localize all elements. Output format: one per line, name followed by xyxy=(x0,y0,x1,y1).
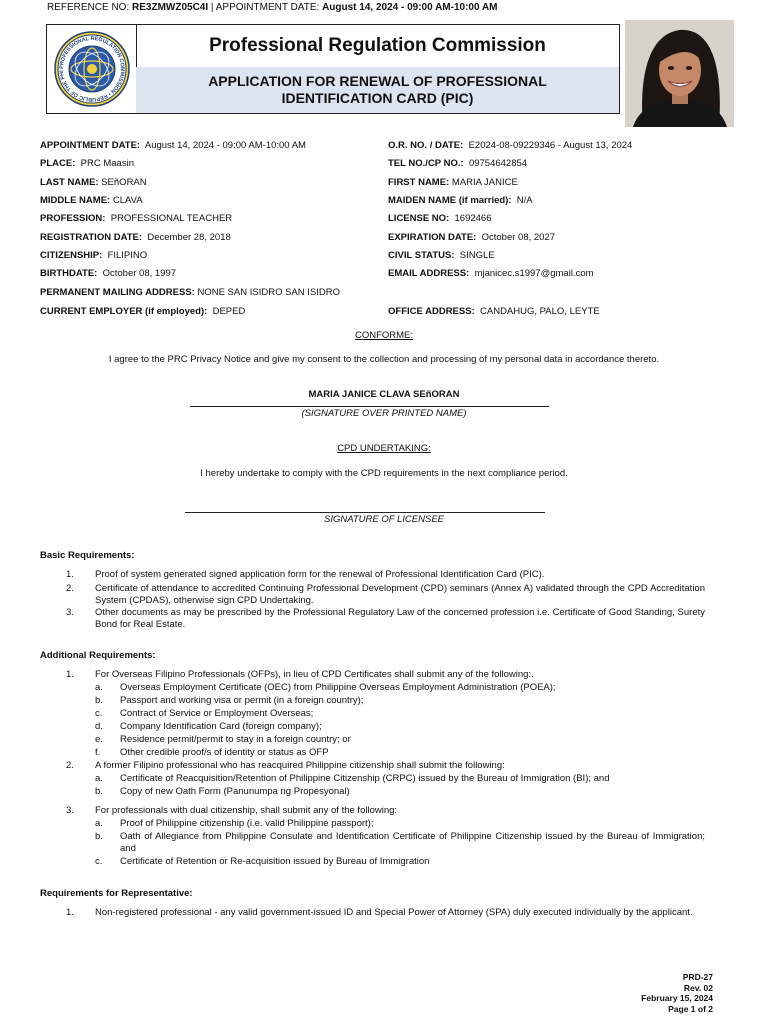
additional-requirements-title: Additional Requirements: xyxy=(40,650,156,661)
additional-1d-letter: d. xyxy=(95,721,103,732)
form-subtitle xyxy=(136,67,619,113)
basic-item-3: Other documents as may be prescribed by the Professional Regulatory Law of the concerned profession i.e. Certificate of Good Standing, Surety Bond for Real Estate. xyxy=(95,607,705,630)
additional-1d: Company Identification Card (foreign company); xyxy=(120,721,322,732)
additional-1c: Contract of Service or Employment Overseas; xyxy=(120,708,314,719)
additional-1f: Other credible proof/s of identity or status as OFP xyxy=(120,747,329,758)
additional-1e-letter: e. xyxy=(95,734,103,745)
field-employer: CURRENT EMPLOYER (if employed): DEPED xyxy=(40,306,246,317)
additional-1a: Overseas Employment Certificate (OEC) from Philippine Overseas Employment Administration (POEA); xyxy=(120,682,556,693)
additional-3a: Proof of Philippine citizenship (i.e. valid Philippine passport); xyxy=(120,818,374,829)
additional-item-1-number: 1. xyxy=(66,669,74,680)
additional-1e: Residence permit/permit to stay in a foreign country; or xyxy=(120,734,351,745)
conforme-signature-line xyxy=(190,406,549,407)
basic-item-2: Certificate of attendance to accredited Continuing Professional Development (CPD) seminars (Annex A) validated through the CPD Accreditation System (CPDAS), otherwise sign CPD Undertaking. xyxy=(95,583,705,606)
additional-item-3-number: 3. xyxy=(66,805,74,816)
conforme-text: I agree to the PRC Privacy Notice and give my consent to the collection and processing of my personal data in accordance thereto. xyxy=(108,354,660,365)
basic-item-2-number: 2. xyxy=(66,583,74,594)
additional-3b-letter: b. xyxy=(95,831,103,842)
additional-3c: Certificate of Retention or Re-acquisition issued by Bureau of Immigration xyxy=(120,856,430,867)
field-tel: TEL NO./CP NO.: 09754642854 xyxy=(388,158,528,169)
field-registration-date: REGISTRATION DATE: December 28, 2018 xyxy=(40,232,231,243)
conforme-signature-caption: (SIGNATURE OVER PRINTED NAME) xyxy=(301,408,467,419)
field-citizenship: CITIZENSHIP: FILIPINO xyxy=(40,250,148,261)
additional-item-3: For professionals with dual citizenship, shall submit any of the following: xyxy=(95,805,398,816)
applicant-photo xyxy=(625,20,734,127)
form-footer xyxy=(641,972,713,1014)
additional-3c-letter: c. xyxy=(95,856,103,867)
field-email: EMAIL ADDRESS: mjanicec.s1997@gmail.com xyxy=(388,268,594,279)
form-date: February 15, 2024 xyxy=(641,993,713,1003)
cpd-text: I hereby undertake to comply with the CPD requirements in the next compliance period. xyxy=(200,468,568,479)
field-license-no: LICENSE NO: 1692466 xyxy=(388,213,492,224)
prc-seal-logo xyxy=(54,31,130,107)
form-subtitle-line1: APPLICATION FOR RENEWAL OF PROFESSIONAL xyxy=(208,73,547,89)
additional-2b-letter: b. xyxy=(95,786,103,797)
basic-item-1-number: 1. xyxy=(66,569,74,580)
organization-title: Professional Regulation Commission xyxy=(136,25,619,68)
additional-2b: Copy of new Oath Form (Panunumpa ng Propesyonal) xyxy=(120,786,350,797)
field-or-no: O.R. NO. / DATE: E2024-08-09229346 - August 13, 2024 xyxy=(388,140,633,151)
seal-text: PROFESSIONAL REGULATION COMMISSION • REPUBLIC OF THE PHI xyxy=(58,35,125,103)
appointment-value: August 14, 2024 - 09:00 AM-10:00 AM xyxy=(322,2,498,13)
conforme-title: CONFORME: xyxy=(354,330,414,341)
field-mailing-address: PERMANENT MAILING ADDRESS: NONE SAN ISIDRO SAN ISIDRO xyxy=(40,287,340,298)
applicant-portrait-image xyxy=(625,20,734,127)
additional-2a: Certificate of Reacquisition/Retention of Philippine Citizenship (CRPC) issued by the Bureau of Immigration (BI); and xyxy=(120,773,610,784)
appointment-label: | APPOINTMENT DATE: xyxy=(208,2,323,13)
representative-item-1: Non-registered professional - any valid government-issued ID and Special Power of Attorney (SPA) duly executed individually by the applicant. xyxy=(95,907,693,918)
form-revision: Rev. 02 xyxy=(683,982,713,993)
seal-cell xyxy=(47,25,137,113)
representative-requirements-title: Requirements for Representative: xyxy=(40,888,193,899)
additional-1c-letter: c. xyxy=(95,708,103,719)
page-number: Page 1 of 2 xyxy=(668,1003,713,1014)
additional-2a-letter: a. xyxy=(95,773,103,784)
field-first-name: FIRST NAME: MARIA JANICE xyxy=(388,177,518,188)
form-header xyxy=(46,24,620,114)
additional-item-2-number: 2. xyxy=(66,760,74,771)
field-middle-name: MIDDLE NAME: CLAVA xyxy=(40,195,143,206)
reference-line xyxy=(47,2,498,13)
form-subtitle-line2: IDENTIFICATION CARD (PIC) xyxy=(281,90,474,106)
field-last-name: LAST NAME: SEñORAN xyxy=(40,177,147,188)
field-maiden-name: MAIDEN NAME (if married): N/A xyxy=(388,195,533,206)
cpd-signature-line xyxy=(185,512,545,513)
field-appointment-date: APPOINTMENT DATE: August 14, 2024 - 09:00 AM-10:00 AM xyxy=(40,140,306,151)
field-place: PLACE: PRC Maasin xyxy=(40,158,134,169)
basic-requirements-title: Basic Requirements: xyxy=(40,550,135,561)
form-code: PRD-27 xyxy=(682,972,713,982)
conforme-printed-name: MARIA JANICE CLAVA SEñORAN xyxy=(308,389,460,400)
field-birthdate: BIRTHDATE: October 08, 1997 xyxy=(40,268,177,279)
reference-label: REFERENCE NO: xyxy=(47,2,133,13)
additional-1f-letter: f. xyxy=(95,747,101,758)
field-civil-status: CIVIL STATUS: SINGLE xyxy=(388,250,495,261)
cpd-signature-caption: SIGNATURE OF LICENSEE xyxy=(323,514,444,525)
cpd-title: CPD UNDERTAKING: xyxy=(337,443,431,454)
reference-number: RE3ZMWZ05C4I xyxy=(132,2,209,13)
field-expiration-date: EXPIRATION DATE: October 08, 2027 xyxy=(388,232,556,243)
field-profession: PROFESSION: PROFESSIONAL TEACHER xyxy=(40,213,233,224)
basic-item-1: Proof of system generated signed application form for the renewal of Professional Identification Card (PIC). xyxy=(95,569,545,580)
additional-1a-letter: a. xyxy=(95,682,103,693)
additional-item-2: A former Filipino professional who has reacquired Philippine citizenship shall submit the following: xyxy=(95,760,505,771)
basic-item-3-number: 3. xyxy=(66,607,74,618)
additional-1b: Passport and working visa or permit (in a foreign country); xyxy=(120,695,364,706)
additional-3a-letter: a. xyxy=(95,818,103,829)
additional-1b-letter: b. xyxy=(95,695,103,706)
additional-item-1: For Overseas Filipino Professionals (OFPs), in lieu of CPD Certificates shall submit any of the following:. xyxy=(95,669,534,680)
representative-item-1-number: 1. xyxy=(66,907,74,918)
field-office-address: OFFICE ADDRESS: CANDAHUG, PALO, LEYTE xyxy=(388,306,600,317)
additional-3b: Oath of Allegiance from Philippine Consulate and Identification Certificate of Philippine Citizenship issued by the Bureau of Immigration; and xyxy=(120,831,705,854)
